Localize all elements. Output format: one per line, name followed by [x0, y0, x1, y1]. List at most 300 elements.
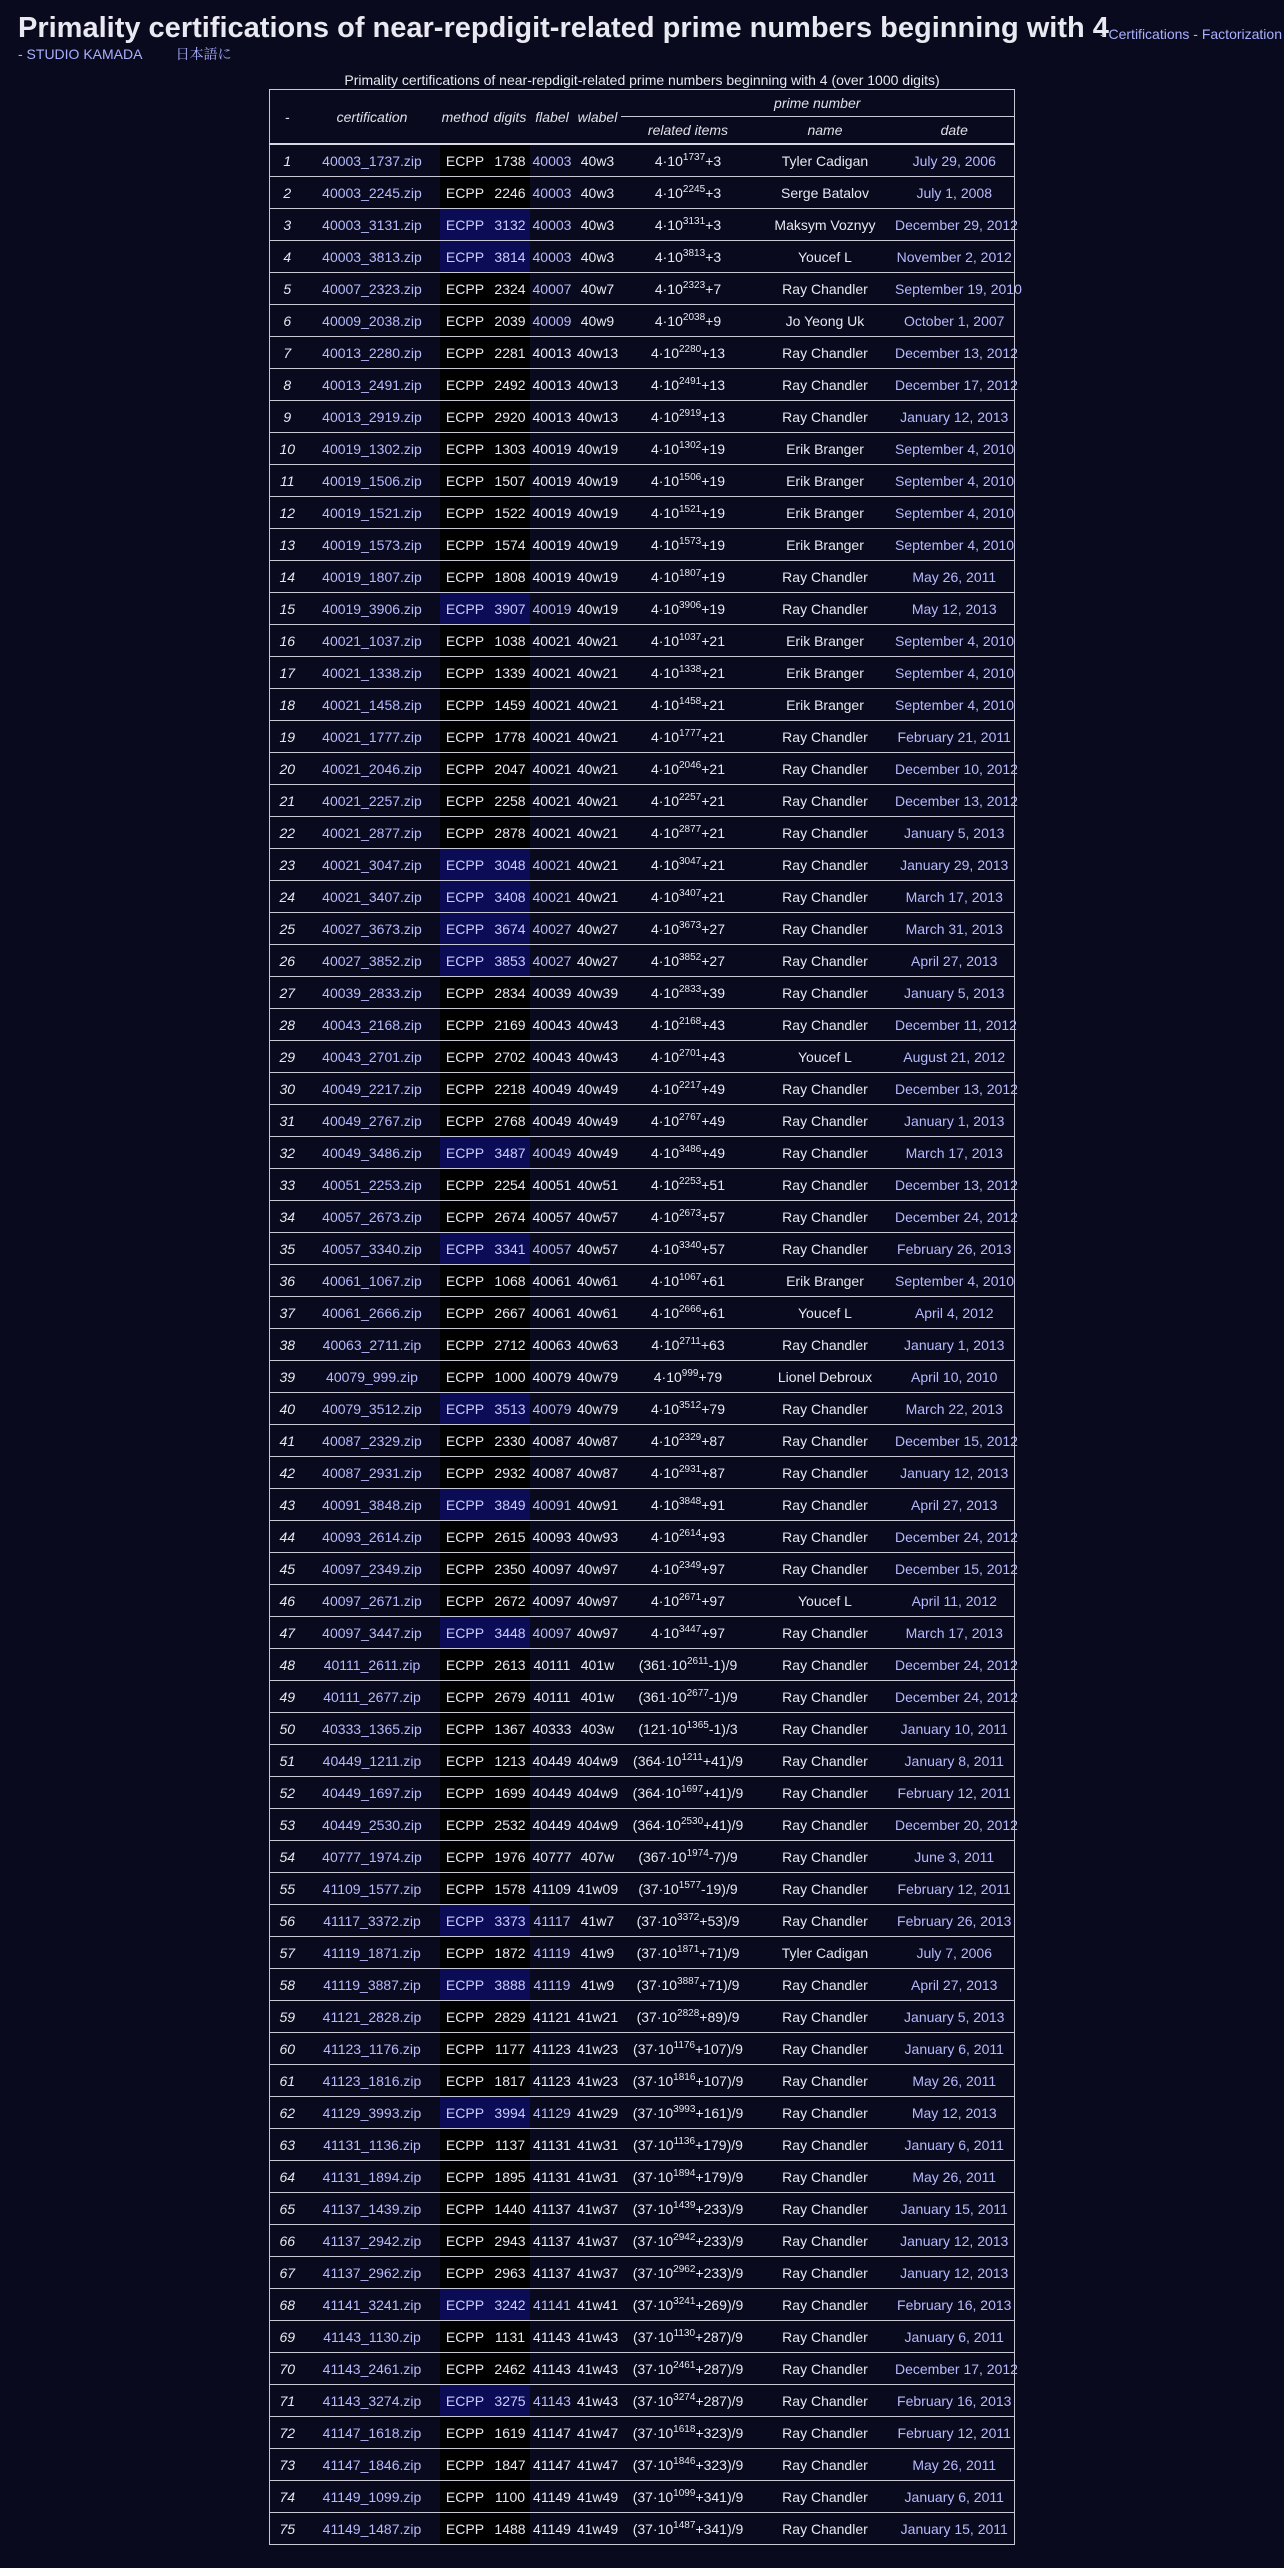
- certification-file-link[interactable]: 40049_2217.zip: [322, 1080, 422, 1097]
- expression-suffix: +13: [701, 344, 725, 361]
- wlabel-cell: 40w21: [574, 881, 621, 913]
- certification-date: April 27, 2013: [895, 1969, 1014, 2001]
- expression-exponent: 3486: [679, 1143, 702, 1155]
- table-row: [270, 817, 1014, 849]
- certification-file-link[interactable]: 40063_2711.zip: [322, 1336, 422, 1353]
- method-cell: ECPP: [440, 1009, 490, 1041]
- certification-cell: [304, 1169, 440, 1201]
- discoverer-name: Ray Chandler: [755, 881, 895, 913]
- flabel-cell: 40019: [530, 465, 574, 497]
- certification-file-link[interactable]: 40013_2491.zip: [322, 376, 422, 393]
- method-cell: ECPP: [440, 1297, 490, 1329]
- prime-expression: [621, 2513, 755, 2545]
- method-cell: ECPP: [440, 977, 490, 1009]
- wlabel-cell: 41w43: [574, 2353, 621, 2385]
- discoverer-name: Ray Chandler: [755, 2225, 895, 2257]
- certification-cell: [304, 1585, 440, 1617]
- certification-file-link[interactable]: 40449_1211.zip: [322, 1752, 422, 1769]
- expression-suffix: +43: [701, 1048, 725, 1065]
- method-cell: ECPP: [440, 657, 490, 689]
- prime-expression: [621, 2321, 755, 2353]
- digits-cell: 2943: [490, 2225, 530, 2257]
- prime-expression: [621, 1777, 755, 1809]
- flabel-cell: 40021: [530, 625, 574, 657]
- expression-exponent: 2877: [679, 823, 702, 835]
- expression-base: 4·10: [650, 856, 679, 873]
- digits-cell: 2834: [490, 977, 530, 1009]
- expression-suffix: +19: [701, 472, 725, 489]
- certification-file-link[interactable]: 40021_1777.zip: [322, 728, 422, 745]
- expression-exponent: 1974: [686, 1847, 709, 1859]
- certification-cell: [304, 849, 440, 881]
- table-row: [270, 1681, 1014, 1713]
- expression-suffix: +19: [701, 568, 725, 585]
- wlabel-cell: 40w87: [574, 1457, 621, 1489]
- expression-exponent: 1211: [681, 1751, 703, 1763]
- certification-file-link[interactable]: 40333_1365.zip: [322, 1720, 422, 1737]
- certification-date: December 24, 2012: [895, 1681, 1014, 1713]
- row-index: 40: [270, 1393, 304, 1425]
- certification-cell: [304, 817, 440, 849]
- flabel-cell: 40013: [530, 337, 574, 369]
- flabel-cell[interactable]: 41119: [530, 1969, 574, 2001]
- certification-file-link[interactable]: 40021_1037.zip: [322, 632, 422, 649]
- flabel-cell[interactable]: 40007: [530, 273, 574, 305]
- flabel-cell: 40021: [530, 817, 574, 849]
- discoverer-name: Ray Chandler: [755, 2321, 895, 2353]
- certification-cell: [304, 2417, 440, 2449]
- certification-file-link[interactable]: 40097_2671.zip: [322, 1592, 422, 1609]
- certification-date: December 15, 2012: [895, 1553, 1014, 1585]
- certification-cell: [304, 881, 440, 913]
- certification-file-link[interactable]: 41131_1136.zip: [323, 2136, 421, 2153]
- certification-file-link[interactable]: 40027_3673.zip: [322, 920, 422, 937]
- expression-exponent: 1099: [673, 2487, 696, 2499]
- certification-date: April 10, 2010: [895, 1361, 1014, 1393]
- certification-file-link[interactable]: 41137_2962.zip: [322, 2264, 422, 2281]
- certification-file-link[interactable]: 41123_1176.zip: [323, 2040, 421, 2057]
- table-row: [270, 1745, 1014, 1777]
- certification-cell: [304, 1073, 440, 1105]
- table-row: [270, 177, 1014, 209]
- wlabel-cell: 40w61: [574, 1265, 621, 1297]
- prime-expression: [621, 1681, 755, 1713]
- row-index: 2: [270, 177, 304, 209]
- prime-expression: [621, 1233, 755, 1265]
- expression-base: (37·10: [632, 2520, 674, 2537]
- digits-cell: 3853: [490, 945, 530, 977]
- flabel-cell[interactable]: 40003: [530, 209, 574, 241]
- certification-file-link[interactable]: 40019_1573.zip: [322, 536, 422, 553]
- certification-cell: [304, 433, 440, 465]
- method-cell: ECPP: [440, 144, 490, 177]
- expression-suffix: +39: [701, 984, 725, 1001]
- wlabel-cell: 40w7: [574, 273, 621, 305]
- certification-file-link[interactable]: 41149_1487.zip: [322, 2520, 422, 2537]
- wlabel-cell: 40w3: [574, 241, 621, 273]
- row-index: 24: [270, 881, 304, 913]
- certification-cell: [304, 1649, 440, 1681]
- prime-expression: [621, 1361, 755, 1393]
- expression-exponent: 1130: [673, 2327, 696, 2339]
- digits-cell: 2246: [490, 177, 530, 209]
- wlabel-cell: 40w19: [574, 529, 621, 561]
- method-cell: ECPP: [440, 2193, 490, 2225]
- certification-file-link[interactable]: 40057_2673.zip: [322, 1208, 422, 1225]
- flabel-cell[interactable]: 40003: [530, 241, 574, 273]
- flabel-cell[interactable]: 40003: [530, 144, 574, 177]
- certification-file-link[interactable]: 40061_1067.zip: [322, 1272, 422, 1289]
- certification-file-link[interactable]: 40003_2245.zip: [322, 184, 422, 201]
- expression-base: 4·10: [650, 696, 679, 713]
- discoverer-name: Ray Chandler: [755, 1329, 895, 1361]
- certification-file-link[interactable]: 40039_2833.zip: [322, 984, 422, 1001]
- certification-file-link[interactable]: 41143_1130.zip: [323, 2328, 421, 2345]
- expression-base: (37·10: [632, 2488, 674, 2505]
- expression-exponent: 1365: [686, 1719, 709, 1731]
- table-row: [270, 1777, 1014, 1809]
- expression-base: 4·10: [654, 280, 683, 297]
- flabel-cell: 41131: [530, 2129, 574, 2161]
- certification-file-link[interactable]: 41119_1871.zip: [323, 1944, 421, 1961]
- flabel-cell: 40013: [530, 369, 574, 401]
- discoverer-name: Youcef L: [755, 1041, 895, 1073]
- expression-exponent: 2461: [673, 2359, 696, 2371]
- certification-file-link[interactable]: 40087_2931.zip: [322, 1464, 422, 1481]
- discoverer-name: Ray Chandler: [755, 849, 895, 881]
- prime-expression: [621, 497, 755, 529]
- expression-suffix: +27: [701, 952, 725, 969]
- discoverer-name: Erik Branger: [755, 465, 895, 497]
- expression-base: (37·10: [632, 2072, 674, 2089]
- flabel-cell: 40043: [530, 1009, 574, 1041]
- certification-file-link[interactable]: 40079_999.zip: [326, 1368, 418, 1385]
- discoverer-name: Ray Chandler: [755, 1009, 895, 1041]
- expression-exponent: 3813: [682, 247, 706, 259]
- flabel-cell: 40333: [530, 1713, 574, 1745]
- japanese-language-link[interactable]: 日本語に: [175, 46, 232, 62]
- discoverer-name: Ray Chandler: [755, 1073, 895, 1105]
- certification-file-link[interactable]: 40449_2530.zip: [322, 1816, 422, 1833]
- flabel-cell: 40087: [530, 1425, 574, 1457]
- certification-date: December 10, 2012: [895, 753, 1014, 785]
- header-links: [1100, 26, 1282, 42]
- certification-file-link[interactable]: 40021_3047.zip: [322, 856, 422, 873]
- flabel-cell[interactable]: 41119: [530, 1937, 574, 1969]
- table-row: [270, 753, 1014, 785]
- certification-file-link[interactable]: 40057_3340.zip: [322, 1240, 422, 1257]
- certification-file-link[interactable]: 40007_2323.zip: [322, 280, 422, 297]
- expression-suffix: +97: [701, 1592, 725, 1609]
- discoverer-name: Youcef L: [755, 1297, 895, 1329]
- wlabel-cell: 40w3: [574, 177, 621, 209]
- certification-file-link[interactable]: 40021_1458.zip: [322, 696, 422, 713]
- wlabel-cell: 40w19: [574, 465, 621, 497]
- certification-file-link[interactable]: 40111_2677.zip: [323, 1688, 421, 1705]
- certification-file-link[interactable]: 41143_2461.zip: [322, 2360, 422, 2377]
- wlabel-cell: 41w7: [574, 1905, 621, 1937]
- wlabel-cell: 41w37: [574, 2225, 621, 2257]
- certification-file-link[interactable]: 40003_1737.zip: [322, 152, 422, 169]
- certification-file-link[interactable]: 40003_3131.zip: [322, 216, 422, 233]
- row-index: 23: [270, 849, 304, 881]
- prime-expression: [621, 2065, 755, 2097]
- certification-file-link[interactable]: 41147_1618.zip: [322, 2424, 422, 2441]
- certification-file-link[interactable]: 40049_2767.zip: [322, 1112, 422, 1129]
- method-cell: ECPP: [440, 369, 490, 401]
- certification-date: May 26, 2011: [895, 561, 1014, 593]
- prime-expression: [621, 1649, 755, 1681]
- prime-expression: [621, 2225, 755, 2257]
- table-row: [270, 593, 1014, 625]
- certification-cell: [304, 144, 440, 177]
- row-index: 71: [270, 2385, 304, 2417]
- expression-exponent: 2046: [679, 759, 702, 771]
- discoverer-name: Ray Chandler: [755, 1169, 895, 1201]
- flabel-cell: 41123: [530, 2033, 574, 2065]
- prime-expression: [621, 1905, 755, 1937]
- row-index: 46: [270, 1585, 304, 1617]
- prime-expression: [621, 2353, 755, 2385]
- row-index: 4: [270, 241, 304, 273]
- wlabel-cell: 40w27: [574, 913, 621, 945]
- flabel-cell: 40093: [530, 1521, 574, 1553]
- discoverer-name: Erik Branger: [755, 529, 895, 561]
- discoverer-name: Ray Chandler: [755, 2353, 895, 2385]
- expression-base: 4·10: [650, 1144, 679, 1161]
- table-caption: Primality certifications of near-repdigit-related prime numbers beginning with 4 (over 1000 digits): [344, 72, 940, 88]
- certification-date: September 4, 2010: [895, 1265, 1014, 1297]
- expression-suffix: +43: [701, 1016, 725, 1033]
- certification-file-link[interactable]: 41137_2942.zip: [322, 2232, 422, 2249]
- prime-expression: [621, 817, 755, 849]
- certification-file-link[interactable]: 40021_2877.zip: [322, 824, 422, 841]
- prime-expression: [621, 1713, 755, 1745]
- certification-file-link[interactable]: 40021_2046.zip: [322, 760, 422, 777]
- digits-cell: 2702: [490, 1041, 530, 1073]
- wlabel-cell: 41w9: [574, 1937, 621, 1969]
- certification-file-link[interactable]: 40079_3512.zip: [322, 1400, 422, 1417]
- wlabel-cell: 40w21: [574, 689, 621, 721]
- certification-file-link[interactable]: 40049_3486.zip: [322, 1144, 422, 1161]
- table-row: [270, 1457, 1014, 1489]
- row-index: 30: [270, 1073, 304, 1105]
- expression-suffix: +61: [701, 1272, 725, 1289]
- wlabel-cell: 40w19: [574, 497, 621, 529]
- certification-file-link[interactable]: 41131_1894.zip: [322, 2168, 422, 2185]
- wlabel-cell: 40w61: [574, 1297, 621, 1329]
- certification-date: December 20, 2012: [895, 1809, 1014, 1841]
- expression-suffix: +49: [701, 1144, 725, 1161]
- digits-cell: 2674: [490, 1201, 530, 1233]
- discoverer-name: Ray Chandler: [755, 1105, 895, 1137]
- certification-date: January 12, 2013: [895, 401, 1014, 433]
- row-index: 14: [270, 561, 304, 593]
- certification-file-link[interactable]: 41121_2828.zip: [322, 2008, 422, 2025]
- expression-exponent: 3993: [673, 2103, 696, 2115]
- prime-expression: [621, 1137, 755, 1169]
- certification-file-link[interactable]: 40087_2329.zip: [322, 1432, 422, 1449]
- flabel-cell: 40039: [530, 977, 574, 1009]
- certification-cell: [304, 1425, 440, 1457]
- certification-cell: [304, 1265, 440, 1297]
- certification-file-link[interactable]: 40093_2614.zip: [322, 1528, 422, 1545]
- method-cell: ECPP: [440, 1073, 490, 1105]
- digits-cell: 3132: [490, 209, 530, 241]
- subheader-links: [18, 44, 232, 64]
- method-cell: ECPP: [440, 273, 490, 305]
- certification-cell: [304, 2321, 440, 2353]
- certification-file-link[interactable]: 41117_3372.zip: [323, 1912, 421, 1929]
- certification-file-link[interactable]: 40061_2666.zip: [322, 1304, 422, 1321]
- prime-expression: [621, 1265, 755, 1297]
- certification-date: January 5, 2013: [895, 817, 1014, 849]
- certification-date: February 21, 2011: [895, 721, 1014, 753]
- row-index: 50: [270, 1713, 304, 1745]
- certification-file-link[interactable]: 40097_3447.zip: [322, 1624, 422, 1641]
- certification-file-link[interactable]: 40019_1521.zip: [322, 504, 422, 521]
- certification-date: February 26, 2013: [895, 1905, 1014, 1937]
- header-index: -: [284, 108, 290, 125]
- expression-exponent: 3447: [679, 1623, 702, 1635]
- expression-base: (37·10: [632, 2392, 674, 2409]
- discoverer-name: Ray Chandler: [755, 2417, 895, 2449]
- certification-file-link[interactable]: 41123_1816.zip: [322, 2072, 422, 2089]
- certification-file-link[interactable]: 40019_3906.zip: [322, 600, 422, 617]
- certification-file-link[interactable]: 41129_3993.zip: [322, 2104, 422, 2121]
- certification-file-link[interactable]: 40449_1697.zip: [322, 1784, 422, 1801]
- prime-expression: [621, 657, 755, 689]
- expression-base: (367·10: [638, 1848, 687, 1865]
- certification-file-link[interactable]: 40021_2257.zip: [322, 792, 422, 809]
- digits-cell: 2258: [490, 785, 530, 817]
- method-cell: ECPP: [440, 209, 490, 241]
- expression-exponent: 2530: [680, 1815, 704, 1827]
- certification-file-link[interactable]: 40097_2349.zip: [322, 1560, 422, 1577]
- expression-base: 4·10: [654, 152, 683, 169]
- expression-exponent: 2614: [679, 1527, 702, 1539]
- header-related-items: related items: [647, 122, 729, 138]
- certification-file-link[interactable]: 40043_2168.zip: [322, 1016, 422, 1033]
- certification-date: December 17, 2012: [895, 2353, 1014, 2385]
- certification-file-link[interactable]: 40013_2919.zip: [322, 408, 422, 425]
- certification-cell: [304, 1329, 440, 1361]
- certification-file-link[interactable]: 40777_1974.zip: [322, 1848, 422, 1865]
- flabel-cell: 40021: [530, 721, 574, 753]
- certification-file-link[interactable]: 40111_2611.zip: [323, 1656, 421, 1673]
- expression-suffix: +57: [701, 1208, 725, 1225]
- wlabel-cell: 404w9: [574, 1809, 621, 1841]
- certification-file-link[interactable]: 40021_1338.zip: [322, 664, 422, 681]
- digits-cell: 2615: [490, 1521, 530, 1553]
- discoverer-name: Ray Chandler: [755, 1969, 895, 2001]
- certification-file-link[interactable]: 41149_1099.zip: [322, 2488, 422, 2505]
- wlabel-cell: 40w39: [574, 977, 621, 1009]
- table-row: [270, 1137, 1014, 1169]
- certification-file-link[interactable]: 41109_1577.zip: [322, 1880, 422, 1897]
- expression-exponent: 3512: [679, 1399, 702, 1411]
- flabel-cell[interactable]: 40009: [530, 305, 574, 337]
- certification-file-link[interactable]: 41137_1439.zip: [322, 2200, 422, 2217]
- discoverer-name: Ray Chandler: [755, 1745, 895, 1777]
- expression-suffix: +21: [701, 664, 725, 681]
- row-index: 44: [270, 1521, 304, 1553]
- expression-suffix: +21: [701, 824, 725, 841]
- digits-cell: 1522: [490, 497, 530, 529]
- certification-file-link[interactable]: 40091_3848.zip: [322, 1496, 422, 1513]
- method-cell: ECPP: [440, 849, 490, 881]
- expression-base: 4·10: [650, 1464, 679, 1481]
- expression-suffix: +341)/9: [695, 2488, 744, 2505]
- expression-exponent: 1577: [678, 1879, 702, 1891]
- certifications-factorization-link[interactable]: - Certifications - Factorization: [1099, 26, 1282, 42]
- certification-file-link[interactable]: 40021_3407.zip: [322, 888, 422, 905]
- certification-date: September 4, 2010: [895, 529, 1014, 561]
- certification-file-link[interactable]: 40019_1506.zip: [322, 472, 422, 489]
- wlabel-cell: 40w43: [574, 1009, 621, 1041]
- digits-cell: 1459: [490, 689, 530, 721]
- table-row: [270, 433, 1014, 465]
- certification-file-link[interactable]: 40003_3813.zip: [322, 248, 422, 265]
- expression-exponent: 3047: [679, 855, 702, 867]
- certification-file-link[interactable]: 41147_1846.zip: [322, 2456, 422, 2473]
- certification-file-link[interactable]: 41141_3241.zip: [322, 2296, 422, 2313]
- method-cell: ECPP: [440, 465, 490, 497]
- flabel-cell: 40019: [530, 497, 574, 529]
- prime-expression: [621, 945, 755, 977]
- certification-date: September 4, 2010: [895, 465, 1014, 497]
- header-certification: certification: [336, 108, 408, 125]
- expression-base: (364·10: [633, 1752, 682, 1769]
- certification-date: February 16, 2013: [895, 2385, 1014, 2417]
- prime-expression: [621, 593, 755, 625]
- method-cell: ECPP: [440, 2257, 490, 2289]
- certification-file-link[interactable]: 40013_2280.zip: [322, 344, 422, 361]
- flabel-cell[interactable]: 40003: [530, 177, 574, 209]
- studio-kamada-link[interactable]: - STUDIO KAMADA: [18, 46, 142, 62]
- flabel-cell: 40049: [530, 1137, 574, 1169]
- row-index: 54: [270, 1841, 304, 1873]
- certification-file-link[interactable]: 40009_2038.zip: [322, 312, 422, 329]
- certification-file-link[interactable]: 40019_1807.zip: [322, 568, 422, 585]
- prime-expression: [621, 1457, 755, 1489]
- prime-expression: [621, 209, 755, 241]
- certification-file-link[interactable]: 41143_3274.zip: [322, 2392, 422, 2409]
- row-index: 37: [270, 1297, 304, 1329]
- digits-cell: 3849: [490, 1489, 530, 1521]
- expression-suffix: +3: [705, 248, 722, 265]
- certification-file-link[interactable]: 40051_2253.zip: [322, 1176, 422, 1193]
- expression-base: 4·10: [650, 1592, 679, 1609]
- prime-expression: [621, 2481, 755, 2513]
- certification-file-link[interactable]: 40043_2701.zip: [322, 1048, 422, 1065]
- flabel-cell: 41109: [530, 1873, 574, 1905]
- digits-cell: 1488: [490, 2513, 530, 2545]
- certification-file-link[interactable]: 40019_1302.zip: [322, 440, 422, 457]
- discoverer-name: Ray Chandler: [755, 2193, 895, 2225]
- method-cell: ECPP: [440, 401, 490, 433]
- prime-expression: [621, 785, 755, 817]
- flabel-cell: 41137: [530, 2257, 574, 2289]
- expression-exponent: 1573: [679, 535, 702, 547]
- flabel-cell: 40019: [530, 433, 574, 465]
- expression-exponent: 3241: [673, 2295, 696, 2307]
- expression-exponent: 1037: [679, 631, 702, 643]
- certification-file-link[interactable]: 41119_3887.zip: [323, 1976, 421, 1993]
- expression-exponent: 3848: [679, 1495, 702, 1507]
- certification-file-link[interactable]: 40027_3852.zip: [322, 952, 422, 969]
- digits-cell: 2047: [490, 753, 530, 785]
